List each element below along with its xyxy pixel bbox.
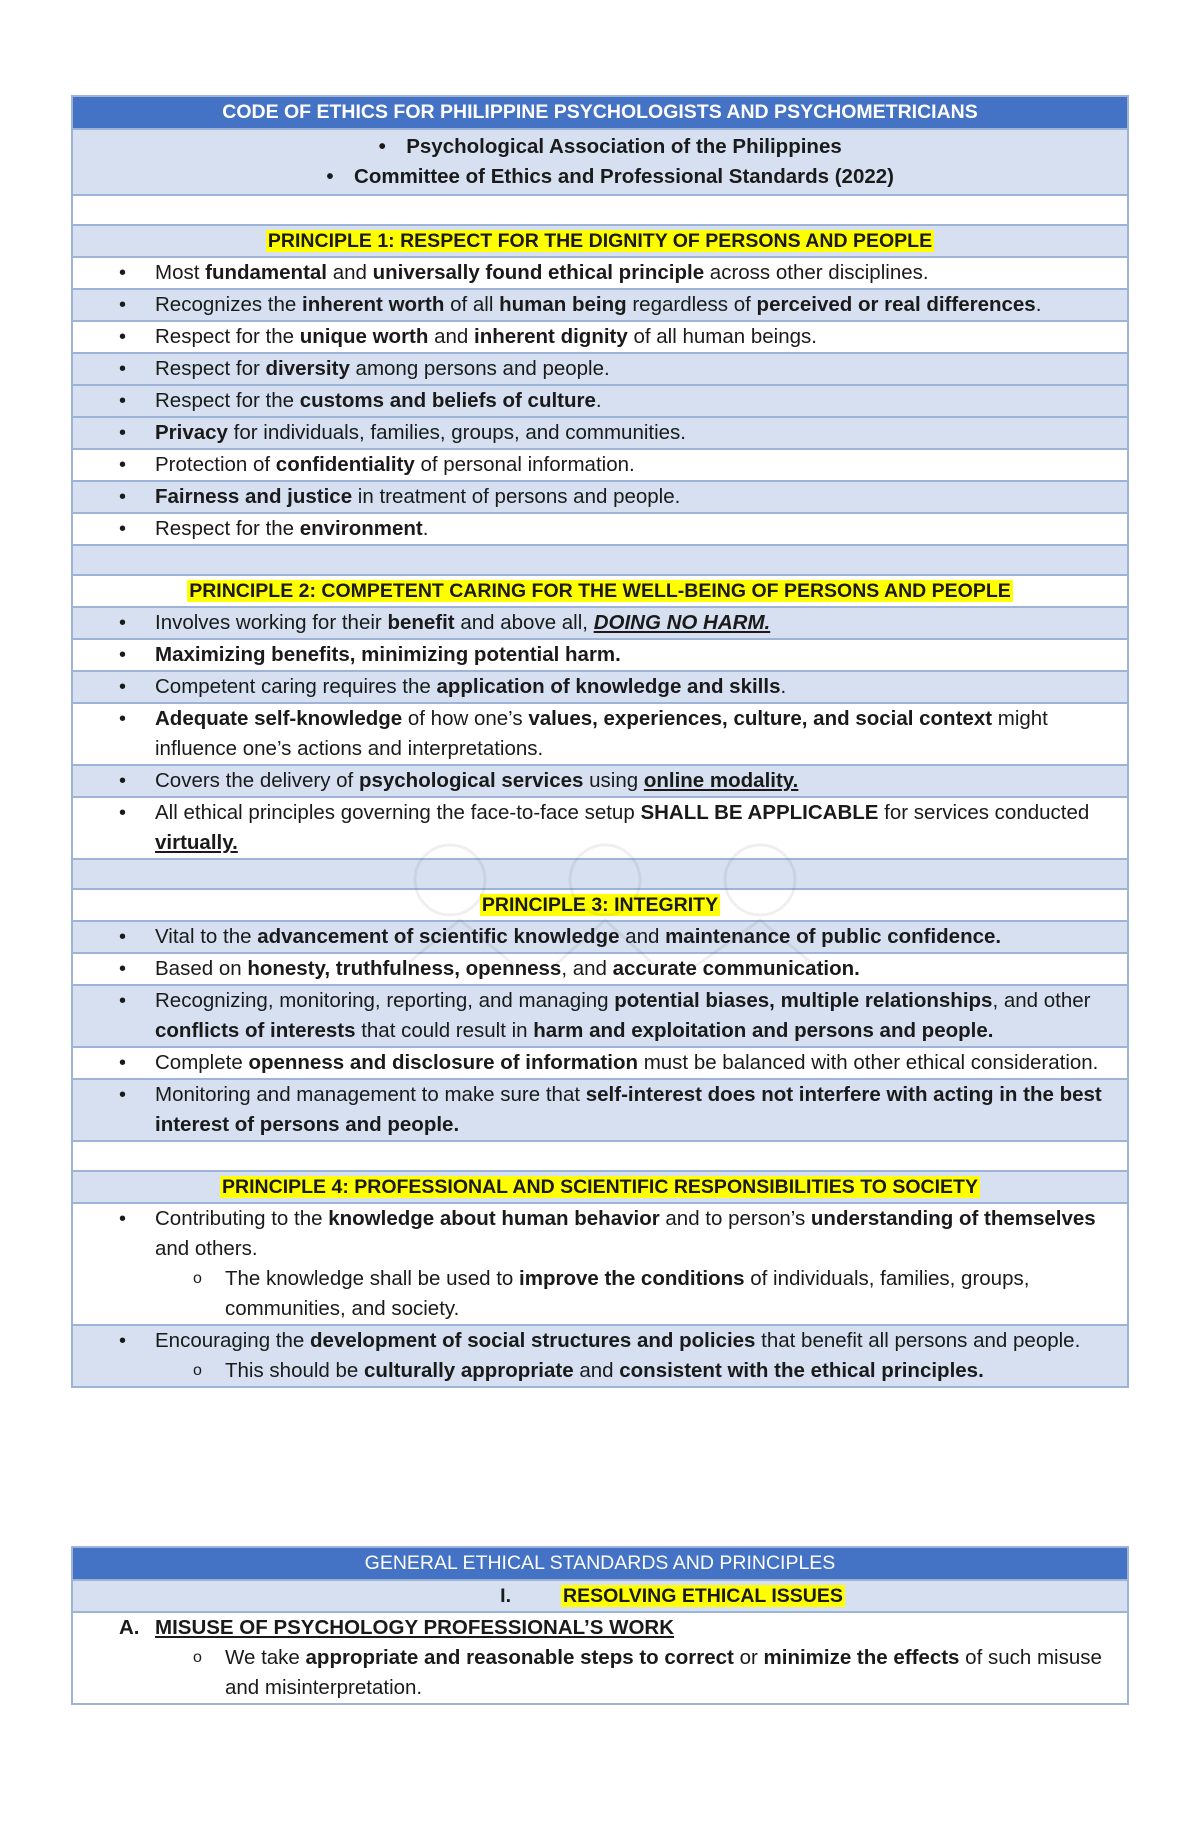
general-title: GENERAL ETHICAL STANDARDS AND PRINCIPLES: [72, 1547, 1128, 1580]
list-item: • Respect for the environment.: [72, 513, 1128, 545]
list-item: • Most fundamental and universally found ethical principle across other disciplines.: [72, 257, 1128, 289]
general-standards-table: [71, 1546, 1129, 1705]
list-item: • Covers the delivery of psychological services using online modality.: [72, 765, 1128, 797]
watermark-logo: [380, 820, 830, 1050]
list-item: • Encouraging the development of social structures and policies that benefit all persons and people. o This should be culturally appropriate and consistent with the ethical principles.: [72, 1325, 1128, 1387]
list-item: • Fairness and justice in treatment of persons and people.: [72, 481, 1128, 513]
table-title: CODE OF ETHICS FOR PHILIPPINE PSYCHOLOGISTS AND PSYCHOMETRICIANS: [72, 96, 1128, 129]
list-item: • Recognizes the inherent worth of all human being regardless of perceived or real differences.: [72, 289, 1128, 321]
list-item: • Competent caring requires the application of knowledge and skills.: [72, 671, 1128, 703]
list-item: • Maximizing benefits, minimizing potential harm.: [72, 639, 1128, 671]
spacer-row: [72, 1141, 1128, 1171]
list-item: • Monitoring and management to make sure that self-interest does not interfere with acting in the best interest of persons and people.: [72, 1079, 1128, 1141]
spacer-row: [72, 195, 1128, 225]
list-item: • Vital to the advancement of scientific knowledge and maintenance of public confidence.: [72, 921, 1128, 953]
list-item: • Based on honesty, truthfulness, openness, and accurate communication.: [72, 953, 1128, 985]
spacer-row: [72, 545, 1128, 575]
section-heading: I. RESOLVING ETHICAL ISSUES: [72, 1580, 1128, 1612]
principle-1-heading: PRINCIPLE 1: RESPECT FOR THE DIGNITY OF PERSONS AND PEOPLE: [72, 225, 1128, 257]
list-item: • Recognizing, monitoring, reporting, and managing potential biases, multiple relationships, and other conflicts of interests that could result in harm and exploitation and persons and people.: [72, 985, 1128, 1047]
list-item: • All ethical principles governing the face-to-face setup SHALL BE APPLICABLE for services conducted virtually.: [72, 797, 1128, 859]
list-item: • Adequate self-knowledge of how one’s values, experiences, culture, and social context might influence one’s actions and interpretations.: [72, 703, 1128, 765]
principle-2-heading: PRINCIPLE 2: COMPETENT CARING FOR THE WELL-BEING OF PERSONS AND PEOPLE: [72, 575, 1128, 607]
subtitle-committee: • Committee of Ethics and Professional Standards (2022): [326, 165, 894, 188]
list-item: • Privacy for individuals, families, groups, and communities.: [72, 417, 1128, 449]
principle-4-heading: PRINCIPLE 4: PROFESSIONAL AND SCIENTIFIC RESPONSIBILITIES TO SOCIETY: [72, 1171, 1128, 1203]
list-item: • Protection of confidentiality of personal information.: [72, 449, 1128, 481]
principle-3-heading: PRINCIPLE 3: INTEGRITY: [72, 889, 1128, 921]
list-item: • Involves working for their benefit and above all, DOING NO HARM.: [72, 607, 1128, 639]
list-item: • Complete openness and disclosure of information must be balanced with other ethical consideration.: [72, 1047, 1128, 1079]
code-of-ethics-table: [71, 95, 1129, 1388]
sub-list-item: o This should be culturally appropriate and consistent with the ethical principles.: [193, 1359, 984, 1382]
list-item: • Respect for the customs and beliefs of culture.: [72, 385, 1128, 417]
subtitle-association: • Psychological Association of the Philippines: [378, 135, 842, 158]
subsection-a: A. MISUSE OF PSYCHOLOGY PROFESSIONAL’S WORK o We take appropriate and reasonable steps to correct or minimize the effects of such misuse and misinterpretation.: [72, 1612, 1128, 1704]
list-item: • Respect for diversity among persons and people.: [72, 353, 1128, 385]
list-item: • Contributing to the knowledge about human behavior and to person’s understanding of themselves and others. o The knowledge shall be used to improve the conditions of individuals, families, groups, communities, and society.: [72, 1203, 1128, 1325]
sub-list-item: o We take appropriate and reasonable steps to correct or minimize the effects of such misuse and misinterpretation.: [193, 1646, 1102, 1699]
sub-list-item: o The knowledge shall be used to improve the conditions of individuals, families, groups, communities, and society.: [193, 1267, 1030, 1320]
list-item: • Respect for the unique worth and inherent dignity of all human beings.: [72, 321, 1128, 353]
